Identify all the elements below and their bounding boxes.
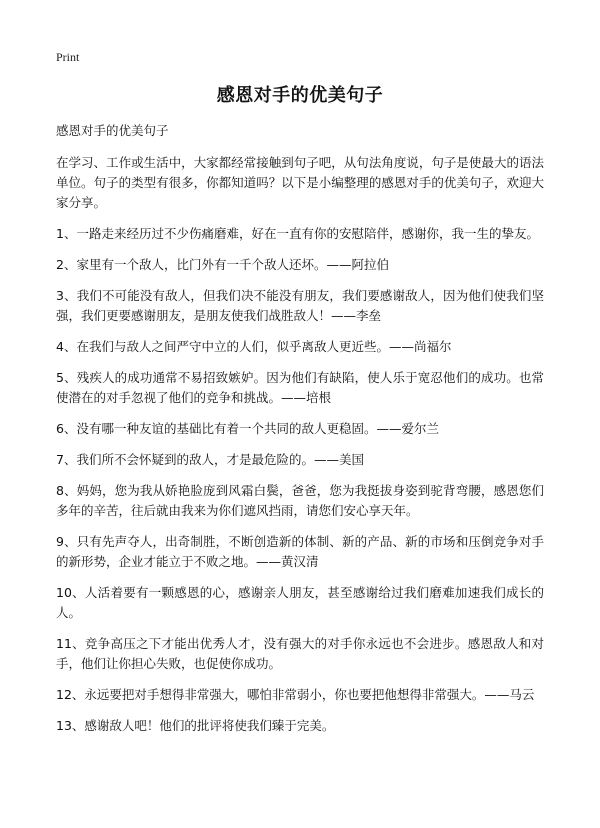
article-subtitle: 感恩对手的优美句子 xyxy=(56,123,169,138)
quote-item: 1、一路走来经历过不少伤痛磨难，好在一直有你的安慰陪伴，感谢你，我一生的挚友。 xyxy=(56,226,539,241)
quote-item: 4、在我们与敌人之间严守中立的人们，似乎离敌人更近些。——尚福尔 xyxy=(56,339,452,354)
article-title: 感恩对手的优美句子 xyxy=(216,85,384,106)
quote-item: 10、人活着要有一颗感恩的心，感谢亲人朋友，甚至感谢给过我们磨难加速我们成长的人。 xyxy=(56,585,544,620)
quote-item: 5、残疾人的成功通常不易招致嫉妒。因为他们有缺陷，使人乐于宽忍他们的成功。也常使潜在的对手忽视了他们的竞争和挑战。——培根 xyxy=(56,370,544,405)
quote-item: 9、只有先声夺人，出奇制胜，不断创造新的体制、新的产品、新的市场和压倒竞争对手的新形势，企业才能立于不败之地。——黄汉清 xyxy=(56,534,544,569)
quote-item: 11、竞争高压之下才能出优秀人才，没有强大的对手你永远也不会进步。感恩敌人和对手，他们让你担心失败，也促使你成功。 xyxy=(56,636,544,671)
quote-item: 2、家里有一个敌人，比门外有一千个敌人还坏。——阿拉伯 xyxy=(56,257,389,272)
quote-item: 12、永远要把对手想得非常强大，哪怕非常弱小，你也要把他想得非常强大。——马云 xyxy=(56,687,535,702)
intro-paragraph: 在学习、工作或生活中，大家都经常接触到句子吧，从句法角度说，句子是使最大的语法单位。句子的类型有很多，你都知道吗？以下是小编整理的感恩对手的优美句子，欢迎大家分享。 xyxy=(56,155,544,210)
quote-item: 7、我们所不会怀疑到的敌人，才是最危险的。——美国 xyxy=(56,452,364,467)
quote-item: 3、我们不可能没有敌人，但我们决不能没有朋友，我们要感谢敌人，因为他们使我们坚强，我们更要感谢朋友，是朋友使我们战胜敌人！——李垒 xyxy=(56,288,544,323)
print-link[interactable]: Print xyxy=(56,50,80,64)
article-body xyxy=(56,153,544,736)
quote-item: 8、妈妈，您为我从娇艳脸庞到风霜白鬓，爸爸，您为我挺拔身姿到驼背弯腰，感恩您们多年的辛苦，往后就由我来为你们遮风挡雨，请您们安心享天年。 xyxy=(56,483,544,518)
quote-item: 6、没有哪一种友谊的基础比有着一个共同的敌人更稳固。——爱尔兰 xyxy=(56,421,439,436)
quote-item: 13、感谢敌人吧！他们的批评将使我们臻于完美。 xyxy=(56,718,335,733)
